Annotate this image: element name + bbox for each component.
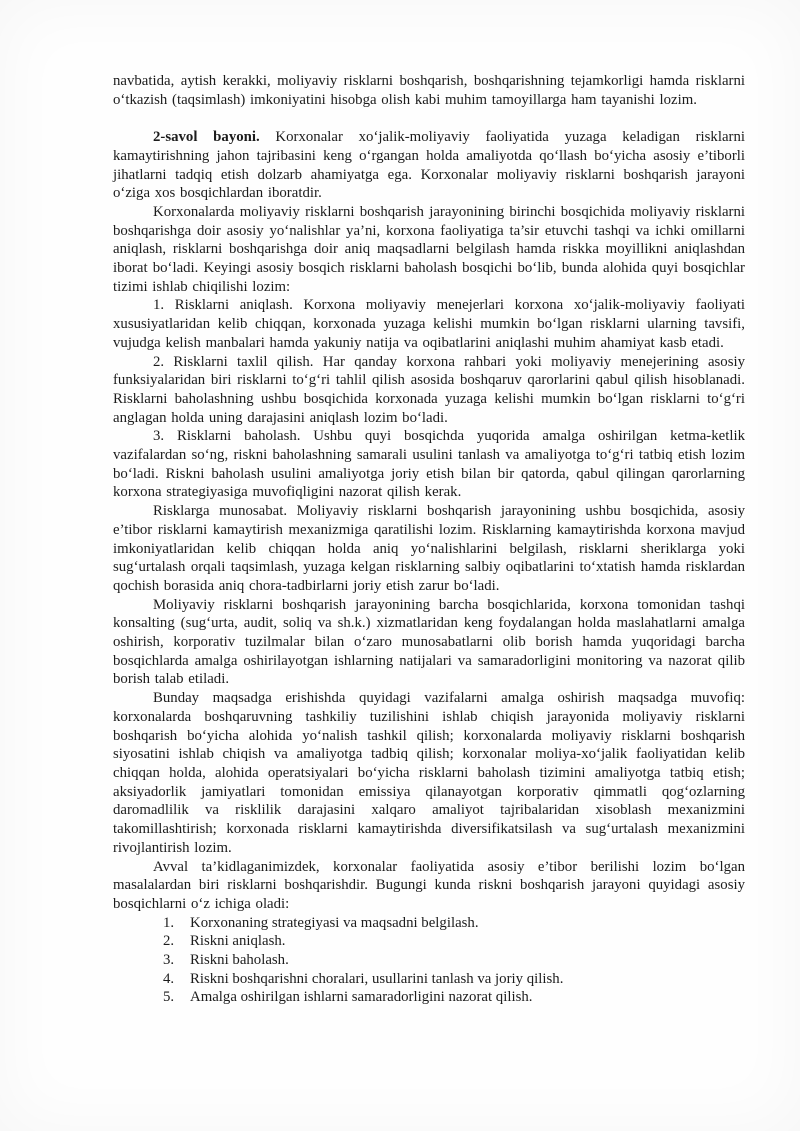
list-item bbox=[163, 914, 745, 933]
paragraph-tasks: Bunday maqsadga erishishda quyidagi vazifalarni amalga oshirish maqsadga muvofiq: korxonalarda boshqaruvning tashkiliy tuzilishini ishlab chiqish jarayonida moliyaviy risklarni boshqarish bo‘yicha alohida yo‘nalish tashkil qilish; korxonalarda moliyaviy risklarni boshqarish siyosatini ishlab chiqish va amaliyotga tadbiq qilish; korxonalar moliya-xo‘jalik faoliyatidan kelib chiqqan holda, alohida operatsiyalari bo‘yicha risklarni baholash tizimini amaliyotga tatbiq etish; aksiyadorlik jamiyatlari tomonidan emissiya qilanayotgan korporativ qimmatli qog‘ozlarning daromadlilik va risklilik darajasini xalqaro amaliyot tajribalaridan xisoblash mexanizmini takomillashtirish; korxonada risklarni kamaytirishda diversifikatsilash va sug‘urtalash mexanizmini rivojlantirish lozim. bbox=[113, 690, 745, 856]
list-item-text: Korxonaning strategiyasi va maqsadni belgilash. bbox=[190, 914, 479, 931]
paragraph-lead-bold: 2-savol bayoni. bbox=[153, 129, 260, 146]
paragraph-continuation: navbatida, aytish kerakki, moliyaviy risklarni boshqarish, boshqarishning tejamkorligi hamda risklarni o‘tkazish (taqsimlash) imkoniyatini hisobga olish kabi muhim tamoyillarga ham tayanishi lozim. bbox=[113, 73, 745, 108]
list-item-text: Riskni boshqarishni choralari, usullarini tanlash va joriy qilish. bbox=[190, 970, 564, 987]
paragraph-risk-analysis: 2. Risklarni taxlil qilish. Har qanday korxona rahbari yoki moliyaviy menejerining asosiy funksiyalaridan biri risklarni to‘g‘ri tahlil qilish asosida boshqaruv qarorlarini qabul qilish hisoblanadi. Risklarni baholashning ushbu bosqichida korxonada yuzaga kelishi mumkin bo‘lgan risklarni to‘g‘ri anglagan holda uning darajasini aniqlash lozim bo‘ladi. bbox=[113, 353, 745, 426]
list-item bbox=[163, 970, 745, 989]
paragraph-risk-response: Risklarga munosabat. Moliyaviy risklarni boshqarish jarayonining ushbu bosqichida, asosiy e’tibor risklarni kamaytirish mexanizmiga qaratilishi lozim. Risklarning kamaytirishda korxona mavjud imkoniyatlaridan kelib chiqqan holda aniq yo‘nalishlarini belgilash, risklarni sheriklarga yoki sug‘urtalash orqali taqsimlash, yuzaga kelgan risklarning salbiy oqibatlarini to‘xtatish hamda risklardan qochish borasida aniq chora-tadbirlarni joriy etish zarur bo‘ladi. bbox=[113, 503, 745, 594]
numbered-list bbox=[113, 914, 745, 1008]
list-item-number: 2. bbox=[163, 933, 175, 950]
list-item-number: 5. bbox=[163, 989, 175, 1006]
list-item-number: 4. bbox=[163, 970, 175, 987]
text-column bbox=[113, 72, 745, 1007]
list-item-text: Riskni baholash. bbox=[190, 952, 289, 969]
list-item-text: Riskni aniqlash. bbox=[190, 933, 286, 950]
list-item bbox=[163, 932, 745, 951]
paragraph-text: Korxonalar xo‘jalik-moliyaviy faoliyatida yuzaga keladigan risklarni kamaytirishning jahon tajribasini keng o‘rgangan holda amaliyotda qo‘llash bo‘yicha asosiy e’tiborli jihatlarni tadqiq etish dolzarb ahamiyatga ega. Korxonalar moliyaviy risklarni boshqarish jarayoni o‘ziga xos bosqichlardan iboratdir. bbox=[113, 129, 745, 202]
list-item-number: 1. bbox=[163, 914, 175, 931]
paragraph-risk-identification: 1. Risklarni aniqlash. Korxona moliyaviy menejerlari korxona xo‘jalik-moliyaviy faoliyati xususiyatlaridan kelib chiqqan, korxonada yuzaga kelishi mumkin bo‘lgan risklarni ularning tavsifi, vujudga kelish manbalari hamda yakuniy natija va oqibatlarini aniqlashi muhim ahamiyat kasb etadi. bbox=[113, 297, 745, 351]
list-item bbox=[163, 951, 745, 970]
paragraph-question-2 bbox=[113, 128, 745, 203]
paragraph-consulting: Moliyaviy risklarni boshqarish jarayonining barcha bosqichlarida, korxona tomonidan tashqi konsalting (sug‘urta, audit, soliq va sh.k.) xizmatlaridan keng foydalangan holda maslahatlarni amalga oshirish, korporativ tuzilmalar bilan o‘zaro munosabatlarni olib borish hamda yuqoridagi barcha bosqichlarda amalga oshirilayotgan ishlarning natijalari va samaradorligini monitoring va nazorat qilib borish talab etiladi. bbox=[113, 596, 745, 688]
list-item bbox=[163, 988, 745, 1007]
list-item-text: Amalga oshirilgan ishlarni samaradorligini nazorat qilish. bbox=[190, 989, 533, 1006]
paragraph-risk-assessment: 3. Risklarni baholash. Ushbu quyi bosqichda yuqorida amalga oshirilgan ketma-ketlik vazifalardan so‘ng, riskni baholashning samarali usulini tanlash va amaliyotga to‘g‘ri tatbiq etish lozim bo‘ladi. Riskni baholash usulini amaliyotga joriy etish bilan bir qatorda, qabul qilingan qarorlarning korxona strategiyasiga muvofiqligini nazorat qilish kerak. bbox=[113, 428, 745, 501]
paragraph-first-stage: Korxonalarda moliyaviy risklarni boshqarish jarayonining birinchi bosqichida moliyaviy risklarni boshqarishga doir asosiy yo‘nalishlar ya’ni, korxona faoliyatiga ta’sir etuvchi tashqi va ichki omillarni aniqlash, risklarni boshqarishga doir aniq maqsadlarni belgilash hamda riskka moyillikni aniqlashdan iborat bo‘ladi. Keyingi asosiy bosqich risklarni baholash bosqichi bo‘lib, bunda alohida quyi bosqichlar tizimi ishlab chiqilishi lozim: bbox=[113, 203, 745, 295]
list-item-number: 3. bbox=[163, 952, 175, 969]
paragraph-main-stages-intro: Avval ta’kidlaganimizdek, korxonalar faoliyatida asosiy e’tibor berilishi lozim bo‘lgan masalalardan biri risklarni boshqarishdir. Bugungi kunda riskni boshqarish jarayoni quyidagi asosiy bosqichlarni o‘z ichiga oladi: bbox=[113, 858, 745, 912]
